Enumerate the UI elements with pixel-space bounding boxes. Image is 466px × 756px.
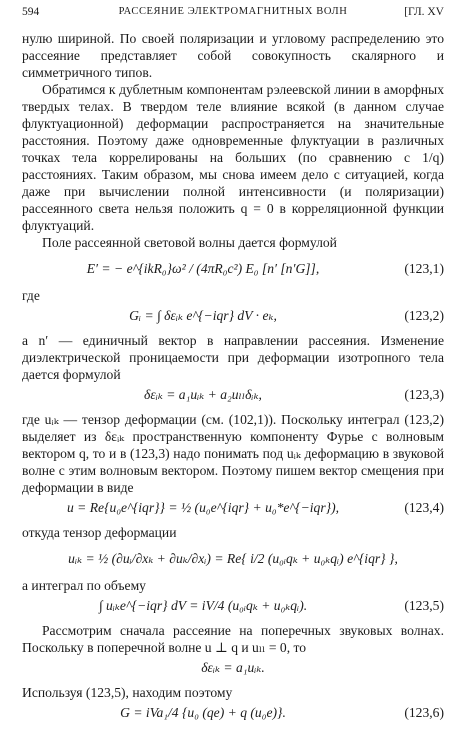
equation-number: (123,3) (404, 387, 444, 402)
equation-strain-tensor (22, 544, 444, 574)
running-header (22, 6, 444, 22)
equation-number: (123,2) (404, 308, 444, 323)
body-text (22, 30, 444, 729)
paragraph-3: Поле рассеянной световой волны дается формулой (42, 235, 337, 250)
equation-body: u = Re{u₀e^{iqr}} = ½ (u₀e^{iqr} + u₀*e^{−iqr}), (66, 500, 339, 515)
paragraph-9: Используя (123,5), находим поэтому (22, 685, 233, 700)
equation-body: ∫ uᵢₖe^{−iqr} dV = iV/4 (u₀ᵢqₖ + u₀ₖqᵢ). (98, 598, 308, 613)
paragraph-2: Обратимся к дублетным компонентам рэлеевской линии в аморфных твердых телах. В твердом теле влияние всякой (в данном случае флуктуационной) деформации распространяется на значительные расстояния. Поэтому даже одновременные флуктуации в различных точках тела коррелированы на больших (по сравнению с 1/q) расстояниях. Таким образом, мы снова имеем дело с ситуацией, когда даже при вычислении полной интенсивности (и поляризации) рассеянного света нельзя положить q = 0 в корреляционной функции флуктуаций. (22, 82, 444, 233)
equation-123-1 (22, 254, 444, 284)
equation-number: (123,5) (404, 598, 444, 613)
paragraph-1: нулю шириной. По своей поляризации и угловому распределению это рассеяние представляет собой совокупность скалярного и симметричного типов. (22, 31, 444, 80)
equation-123-6 (22, 704, 444, 726)
equation-transverse (22, 659, 444, 681)
equation-body: E′ = − e^{ikR₀}ω² / (4πR₀c²) E₀ [n′ [n′G]], (86, 261, 320, 276)
paragraph-4: а n′ — единичный вектор в направлении рассеяния. Изменение диэлектрической проницаемости при деформации изотропного тела дается формулой (22, 333, 444, 382)
equation-body: δεᵢₖ = a₁uᵢₖ + a₂uₗₗδᵢₖ, (144, 387, 262, 402)
equation-123-3 (22, 386, 444, 408)
equation-body: δεᵢₖ = a₁uᵢₖ. (201, 660, 265, 675)
running-title: РАССЕЯНИЕ ЭЛЕКТРОМАГНИТНЫХ ВОЛН (118, 6, 348, 17)
paragraph-8: Рассмотрим сначала рассеяние на поперечных звуковых волнах. Поскольку в поперечной волне u ⊥ q и uₗₗ = 0, то (22, 623, 444, 655)
page-number: 594 (22, 6, 40, 18)
paragraph-7: а интеграл по объему (22, 578, 146, 593)
equation-123-4 (22, 499, 444, 521)
paragraph-5: где uᵢₖ — тензор деформации (см. (102,1)). Поскольку интеграл (123,2) выделяет из δεᵢₖ пространственную компоненту Фурье с волновым вектором q, то и в (123,3) надо понимать под uᵢₖ деформацию в звуковой волне с этим волновым вектором. Поэтому пишем вектор смещения при деформации в виде (22, 412, 444, 495)
equation-number: (123,1) (404, 261, 444, 276)
where-label: где (22, 288, 40, 303)
paragraph-6: откуда тензор деформации (22, 525, 177, 540)
equation-body: Gᵢ = ∫ δεᵢₖ e^{−iqr} dV · eₖ, (129, 308, 277, 323)
equation-number: (123,4) (404, 500, 444, 515)
equation-123-5 (22, 597, 444, 619)
equation-body: G = iVa₁/4 {u₀ (qe) + q (u₀e)}. (120, 705, 286, 720)
chapter-label: [ГЛ. XV (404, 6, 444, 18)
equation-123-2 (22, 307, 444, 329)
equation-body: uᵢₖ = ½ (∂uᵢ/∂xₖ + ∂uₖ/∂xᵢ) = Re{ i/2 (u₀ᵢqₖ + u₀ₖqᵢ) e^{iqr} }, (68, 551, 398, 566)
equation-number: (123,6) (404, 705, 444, 720)
